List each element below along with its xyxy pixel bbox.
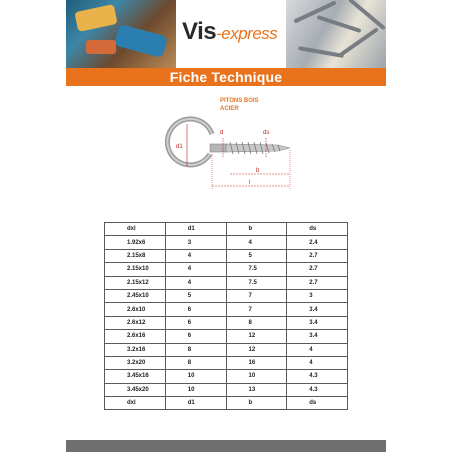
screws-photo [286,0,386,68]
table-cell: 2.4 [287,236,348,249]
table-cell: 2.7 [287,263,348,276]
table-cell: 7.5 [226,276,287,289]
column-header: ds [287,223,348,236]
table-footer-row [105,397,348,410]
table-cell: 3.4 [287,303,348,316]
table-row [105,289,348,302]
table-cell: 2.45x10 [105,289,166,302]
table-cell: 3.4 [287,316,348,329]
table-cell: 16 [226,356,287,369]
table-cell: 7 [226,289,287,302]
table-cell: 2.6x12 [105,316,166,329]
table-cell: 2.6x10 [105,303,166,316]
table-cell: 4.3 [287,370,348,383]
table-cell: 5 [165,289,226,302]
title-banner [66,68,386,86]
table-cell: 2.15x12 [105,276,166,289]
column-header: d1 [165,223,226,236]
header-banner-image [66,0,386,68]
table-cell: 4.3 [287,383,348,396]
table-row [105,356,348,369]
footer-bar [66,440,386,452]
table-cell: 6 [165,316,226,329]
table-cell: 2.6x16 [105,330,166,343]
screw-shank [210,144,226,152]
table-cell: 10 [165,370,226,383]
d1-label: d1 [176,144,183,150]
table-row [105,263,348,276]
table-cell: 2.15x10 [105,263,166,276]
table-cell: 2.15x8 [105,249,166,262]
table-row [105,276,348,289]
table-cell: 7 [226,303,287,316]
logo-main: Vis [182,18,217,45]
column-footer: d1 [165,397,226,410]
table-row [105,330,348,343]
d-label: d [220,130,224,136]
table-body [105,236,348,397]
table-cell: 1.92x6 [105,236,166,249]
product-material: ACIER [220,106,239,112]
table-row [105,303,348,316]
table-cell: 6 [165,330,226,343]
table-cell: 4 [165,249,226,262]
column-header: b [226,223,287,236]
table-row [105,383,348,396]
table-cell: 12 [226,330,287,343]
table-cell: 8 [165,343,226,356]
table-cell: 12 [226,343,287,356]
table-cell: 2.7 [287,276,348,289]
table-cell: 3.2x16 [105,343,166,356]
table-header-row [105,223,348,236]
table-cell: 8 [165,356,226,369]
tools-photo [66,0,176,68]
table-row [105,249,348,262]
column-footer: dxl [105,397,166,410]
table-row [105,316,348,329]
table-cell: 3.45x20 [105,383,166,396]
product-name: PITONS BOIS [220,98,259,104]
table-row [105,370,348,383]
table-cell: 3.45x16 [105,370,166,383]
table-cell: 3 [165,236,226,249]
table-cell: 4 [165,276,226,289]
table-cell: 7.5 [226,263,287,276]
eye-screw-diagram [150,114,300,194]
b-label: b [256,168,260,174]
logo-accent: -express [216,24,278,43]
column-header: dxl [105,223,166,236]
table-cell: 5 [226,249,287,262]
table-cell: 3.2x20 [105,356,166,369]
table-cell: 10 [165,383,226,396]
table-cell: 6 [165,303,226,316]
table-cell: 10 [226,370,287,383]
table-cell: 8 [226,316,287,329]
l-label: l [249,180,251,186]
column-footer: b [226,397,287,410]
page-title: Fiche Technique [169,69,283,85]
table-cell: 4 [287,343,348,356]
table-cell: 13 [226,383,287,396]
table-cell: 3 [287,289,348,302]
table-cell: 4 [287,356,348,369]
screw-thread-body [226,144,290,152]
table-cell: 4 [226,236,287,249]
specification-table [104,222,348,410]
brand-logo [182,18,277,46]
column-footer: ds [287,397,348,410]
table-cell: 4 [165,263,226,276]
ds-label: ds [263,130,270,136]
table-cell: 3.4 [287,330,348,343]
table-row [105,236,348,249]
table-row [105,343,348,356]
table-cell: 2.7 [287,249,348,262]
